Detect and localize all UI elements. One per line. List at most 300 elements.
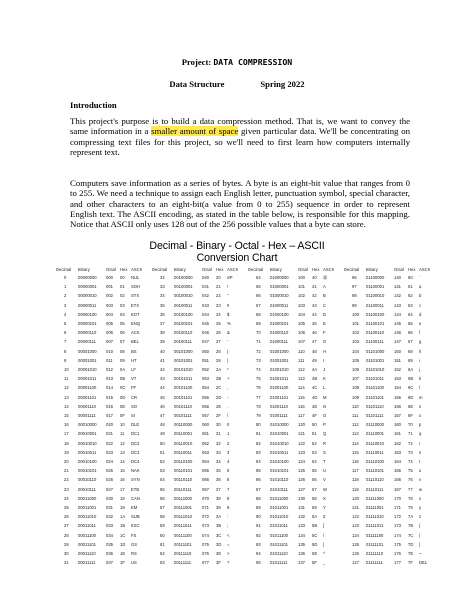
cell-hex: 79 [408, 505, 413, 510]
cell-binary: 00100110 [174, 330, 193, 336]
cell-octal: 040 [202, 275, 209, 280]
cell-ascii: v [419, 477, 422, 483]
cell-octal: 056 [202, 403, 209, 409]
cell-binary: 00110110 [174, 477, 193, 483]
cell-octal: 145 [394, 321, 401, 326]
cell-decimal: 99 [352, 302, 357, 308]
cell-ascii: ' [227, 339, 228, 345]
cell-decimal: 21 [64, 468, 69, 474]
cell-octal: 055 [202, 394, 209, 400]
cell-ascii: h [419, 348, 422, 354]
cell-binary: 01100010 [366, 293, 385, 299]
cell-hex: 7D [408, 541, 414, 547]
cell-hex: 5E [312, 551, 318, 556]
cell-ascii: T [323, 459, 326, 464]
cell-hex: 46 [312, 330, 317, 336]
cell-decimal: 95 [256, 560, 261, 566]
cell-ascii: L [323, 385, 326, 391]
cell-octal: 177 [394, 560, 401, 566]
cell-binary: 00100010 [174, 293, 193, 299]
cell-octal: 120 [298, 422, 305, 428]
cell-octal: 034 [106, 532, 113, 538]
cell-binary: 00010101 [78, 468, 97, 474]
cell-decimal: 89 [256, 505, 261, 510]
cell-ascii: SUB [131, 514, 140, 520]
cell-decimal: 113 [352, 431, 359, 437]
cell-hex: 33 [216, 449, 221, 455]
cell-binary: 00101101 [174, 394, 193, 400]
cell-binary: 00110000 [174, 422, 193, 428]
cell-binary: 00111100 [174, 532, 192, 538]
cell-octal: 012 [106, 367, 113, 372]
cell-hex: 44 [312, 311, 317, 317]
cell-binary: 01110001 [366, 431, 385, 437]
cell-hex: 53 [312, 449, 317, 455]
cell-octal: 000 [106, 275, 113, 280]
cell-hex: 4B [312, 376, 318, 382]
cell-ascii: I [323, 357, 325, 363]
column-header-binary: Binary [270, 267, 282, 272]
cell-hex: 66 [408, 330, 413, 336]
cell-hex: 67 [408, 339, 413, 345]
cell-ascii: ? [227, 560, 230, 566]
cell-binary: 01101010 [366, 367, 385, 372]
cell-decimal: 107 [352, 376, 359, 382]
cell-ascii: NAK [131, 468, 140, 474]
cell-octal: 066 [202, 477, 209, 483]
cell-hex: 51 [312, 431, 317, 437]
cell-binary: 01111101 [366, 541, 384, 547]
cell-binary: 00111000 [174, 495, 193, 501]
cell-decimal: 29 [64, 541, 69, 547]
cell-octal: 124 [298, 459, 305, 464]
cell-hex: 54 [312, 459, 317, 464]
cell-ascii: d [419, 311, 422, 317]
cell-binary: 00111011 [174, 523, 192, 529]
project-title [0, 57, 474, 67]
cell-ascii: b [419, 293, 422, 299]
cell-ascii: & [227, 330, 230, 336]
cell-binary: 01111000 [366, 495, 384, 501]
cell-ascii: 0 [227, 422, 230, 428]
cell-octal: 051 [202, 357, 209, 363]
cell-ascii: % [227, 321, 231, 326]
cell-hex: 5F [312, 560, 317, 566]
cell-hex: 77 [408, 486, 413, 492]
cell-hex: 04 [120, 311, 125, 317]
cell-binary: 00110101 [174, 468, 193, 474]
cell-octal: 135 [298, 541, 305, 547]
cell-hex: 7A [408, 514, 414, 520]
cell-binary: 01101111 [366, 413, 384, 418]
cell-octal: 027 [106, 486, 113, 492]
cell-octal: 067 [202, 486, 209, 492]
cell-ascii: j [419, 367, 420, 372]
cell-decimal: 7 [64, 339, 67, 345]
cell-octal: 011 [106, 357, 113, 363]
cell-octal: 164 [394, 459, 401, 464]
cell-binary: 00011010 [78, 514, 97, 520]
cell-hex: 50 [312, 422, 317, 428]
cell-binary: 01000100 [270, 311, 289, 317]
cell-binary: 00011100 [78, 532, 97, 538]
cell-decimal: 18 [64, 440, 69, 446]
cell-ascii: ^ [323, 551, 325, 556]
cell-hex: 5A [312, 514, 318, 520]
cell-ascii: # [227, 302, 230, 308]
cell-octal: 015 [106, 394, 113, 400]
cell-octal: 112 [298, 367, 305, 372]
cell-decimal: 120 [352, 495, 359, 501]
cell-hex: 63 [408, 302, 413, 308]
chart-title [0, 240, 474, 264]
cell-binary: 01000010 [270, 293, 289, 299]
cell-binary: 01001001 [270, 357, 289, 363]
cell-decimal: 36 [160, 311, 165, 317]
cell-decimal: 25 [64, 505, 69, 510]
cell-ascii: q [419, 431, 422, 437]
cell-decimal: 109 [352, 394, 359, 400]
cell-ascii: + [227, 376, 230, 382]
cell-decimal: 103 [352, 339, 359, 345]
cell-decimal: 65 [256, 284, 261, 290]
cell-ascii: O [323, 413, 327, 418]
cell-octal: 001 [106, 284, 113, 290]
cell-ascii: l [419, 385, 420, 391]
cell-hex: 42 [312, 293, 317, 299]
cell-binary: 00111001 [174, 505, 193, 510]
cell-octal: 123 [298, 449, 305, 455]
cell-ascii: ETX [131, 302, 140, 308]
cell-octal: 136 [298, 551, 305, 556]
cell-binary: 00011111 [78, 560, 96, 566]
cell-binary: 01001100 [270, 385, 289, 391]
cell-hex: 28 [216, 348, 221, 354]
cell-ascii: = [227, 541, 230, 547]
cell-hex: 07 [120, 339, 125, 345]
cell-ascii: a [419, 284, 422, 290]
cell-decimal: 96 [352, 275, 357, 280]
cell-binary: 00110010 [174, 440, 193, 446]
cell-decimal: 73 [256, 357, 261, 363]
cell-decimal: 61 [160, 541, 165, 547]
cell-decimal: 104 [352, 348, 359, 354]
table-header-row [56, 267, 430, 275]
cell-ascii: ENQ [131, 321, 141, 326]
cell-binary: 00110100 [174, 459, 193, 464]
cell-decimal: 4 [64, 311, 67, 317]
cell-ascii: DEL [419, 560, 428, 566]
cell-binary: 00000001 [78, 284, 97, 290]
cell-hex: 14 [120, 459, 125, 464]
cell-ascii: CAN [131, 495, 140, 501]
cell-binary: 01110111 [366, 486, 384, 492]
cell-hex: 30 [216, 422, 221, 428]
cell-hex: 21 [216, 284, 221, 290]
cell-binary: 01101001 [366, 357, 385, 363]
cell-ascii: : [227, 514, 229, 520]
cell-hex: 72 [408, 440, 413, 446]
cell-hex: 65 [408, 321, 413, 326]
cell-ascii: _ [323, 560, 326, 566]
cell-octal: 160 [394, 422, 401, 428]
cell-decimal: 30 [64, 551, 69, 556]
cell-decimal: 83 [256, 449, 261, 455]
cell-decimal: 66 [256, 293, 261, 299]
cell-decimal: 20 [64, 459, 69, 464]
cell-hex: 17 [120, 486, 125, 492]
cell-octal: 100 [298, 275, 305, 280]
cell-octal: 151 [394, 357, 401, 363]
cell-binary: 00001100 [78, 385, 97, 391]
p1-text-end: given particular data. We'll be concentrating on compressing text files for this project, so we'll need to first learn how computers internally represent text. [70, 126, 410, 157]
cell-ascii: 3 [227, 449, 230, 455]
cell-ascii: BS [131, 348, 137, 354]
cell-octal: 115 [298, 394, 305, 400]
cell-binary: 01110000 [366, 422, 385, 428]
cell-hex: 2F [216, 413, 221, 418]
cell-decimal: 13 [64, 394, 69, 400]
cell-decimal: 14 [64, 403, 69, 409]
cell-octal: 175 [394, 541, 401, 547]
cell-binary: 00100011 [174, 302, 193, 308]
cell-decimal: 77 [256, 394, 261, 400]
cell-ascii: FS [131, 532, 137, 538]
cell-octal: 147 [394, 339, 401, 345]
cell-ascii: s [419, 449, 422, 455]
cell-binary: 00100111 [174, 339, 193, 345]
cell-ascii: t [419, 459, 421, 464]
cell-octal: 024 [106, 459, 113, 464]
cell-hex: 7E [408, 551, 414, 556]
cell-hex: 3D [216, 541, 222, 547]
cell-binary: 00101011 [174, 376, 193, 382]
cell-decimal: 115 [352, 449, 359, 455]
cell-ascii: GS [131, 541, 138, 547]
cell-hex: 60 [408, 275, 413, 280]
cell-octal: 111 [298, 357, 305, 363]
cell-hex: 2B [216, 376, 222, 382]
cell-binary: 00101110 [174, 403, 193, 409]
cell-octal: 141 [394, 284, 401, 290]
cell-binary: 00100001 [174, 284, 193, 290]
cell-binary: 00110111 [174, 486, 192, 492]
cell-binary: 00101010 [174, 367, 193, 372]
cell-octal: 166 [394, 477, 401, 483]
cell-decimal: 44 [160, 385, 165, 391]
cell-hex: 3A [216, 514, 222, 520]
cell-ascii: | [419, 532, 421, 538]
cell-ascii: / [227, 413, 229, 418]
cell-decimal: 34 [160, 293, 165, 299]
cell-decimal: 10 [64, 367, 69, 372]
cell-octal: 064 [202, 459, 209, 464]
cell-decimal: 47 [160, 413, 165, 418]
cell-decimal: 121 [352, 505, 359, 510]
cell-ascii: , [227, 385, 229, 391]
cell-octal: 161 [394, 431, 401, 437]
cell-hex: 06 [120, 330, 125, 336]
cell-binary: 01011001 [270, 505, 289, 510]
cell-hex: 05 [120, 321, 125, 326]
cell-ascii: LF [131, 367, 136, 372]
cell-octal: 041 [202, 284, 209, 290]
cell-octal: 037 [106, 560, 113, 566]
column-header-hex: Hex [216, 267, 224, 272]
cell-binary: 00001110 [78, 403, 97, 409]
column-header-binary: Binary [78, 267, 90, 272]
cell-decimal: 33 [160, 284, 165, 290]
chart-title-line-1: Decimal - Binary - Octal - Hex – ASCII [149, 240, 325, 252]
cell-octal: 142 [394, 293, 401, 299]
cell-ascii: Z [323, 514, 326, 520]
cell-hex: 0A [120, 367, 126, 372]
cell-ascii: < [227, 532, 230, 538]
cell-hex: 1D [120, 541, 126, 547]
cell-ascii: SOH [131, 284, 141, 290]
cell-octal: 162 [394, 440, 401, 446]
highlighted-text: smaller amount of space [151, 126, 239, 137]
cell-ascii: ] [323, 541, 325, 547]
cell-binary: 01000001 [270, 284, 289, 290]
cell-ascii: ; [227, 523, 229, 529]
cell-octal: 127 [298, 486, 305, 492]
cell-decimal: 127 [352, 560, 359, 566]
cell-binary: 00000110 [78, 330, 97, 336]
cell-decimal: 1 [64, 284, 67, 290]
cell-binary: 00010111 [78, 486, 97, 492]
cell-binary: 00000100 [78, 311, 97, 317]
cell-hex: 69 [408, 357, 413, 363]
cell-octal: 004 [106, 311, 113, 317]
cell-ascii: r [419, 440, 421, 446]
cell-ascii: 5 [227, 468, 230, 474]
cell-decimal: 12 [64, 385, 69, 391]
cell-decimal: 38 [160, 330, 165, 336]
cell-hex: 6D [408, 394, 414, 400]
cell-binary: 00100100 [174, 311, 193, 317]
cell-ascii: DC2 [131, 440, 140, 446]
cell-decimal: 40 [160, 348, 165, 354]
cell-octal: 152 [394, 367, 401, 372]
cell-ascii: N [323, 403, 327, 409]
cell-octal: 070 [202, 495, 209, 501]
cell-ascii: S [323, 449, 326, 455]
cell-octal: 165 [394, 468, 401, 474]
column-header-decimal: Decimal [344, 267, 360, 272]
cell-binary: 00000010 [78, 293, 97, 299]
cell-hex: 12 [120, 440, 125, 446]
cell-hex: 03 [120, 302, 125, 308]
cell-binary: 01111001 [366, 505, 384, 510]
cell-binary: 00000111 [78, 339, 97, 345]
cell-ascii: g [419, 339, 422, 345]
cell-octal: 076 [202, 551, 209, 556]
cell-octal: 114 [298, 385, 305, 391]
cell-hex: 11 [120, 431, 125, 437]
cell-ascii: CR [131, 394, 138, 400]
cell-decimal: 60 [160, 532, 165, 538]
cell-decimal: 125 [352, 541, 359, 547]
cell-ascii: ! [227, 284, 229, 290]
cell-decimal: 81 [256, 431, 261, 437]
cell-octal: 030 [106, 495, 113, 501]
cell-binary: 00010100 [78, 459, 97, 464]
cell-decimal: 24 [64, 495, 69, 501]
cell-octal: 143 [394, 302, 401, 308]
cell-hex: 3C [216, 532, 222, 538]
cell-ascii: } [419, 541, 421, 547]
cell-octal: 133 [298, 523, 305, 529]
cell-decimal: 119 [352, 486, 359, 492]
cell-binary: 01000101 [270, 321, 289, 326]
cell-ascii: x [419, 495, 422, 501]
cell-ascii: BEL [131, 339, 139, 345]
cell-decimal: 75 [256, 376, 261, 382]
cell-binary: 00000011 [78, 302, 97, 308]
cell-binary: 00001111 [78, 413, 96, 418]
cell-binary: 01011011 [270, 523, 289, 529]
cell-ascii: o [419, 413, 422, 418]
cell-decimal: 88 [256, 495, 261, 501]
cell-octal: 140 [394, 275, 401, 280]
cell-decimal: 90 [256, 514, 261, 520]
cell-decimal: 91 [256, 523, 261, 529]
cell-binary: 01000110 [270, 330, 289, 336]
cell-decimal: 92 [256, 532, 261, 538]
cell-octal: 003 [106, 302, 113, 308]
cell-octal: 137 [298, 560, 305, 566]
column-header-decimal: Decimal [56, 267, 72, 272]
cell-hex: 48 [312, 348, 317, 354]
cell-octal: 054 [202, 385, 209, 391]
cell-octal: 045 [202, 321, 209, 326]
cell-binary: 00010010 [78, 440, 97, 446]
cell-hex: 6F [408, 413, 413, 418]
cell-octal: 130 [298, 495, 305, 501]
column-header-ascii: ASCII [419, 267, 430, 272]
p1-text-start: This project's purpose is to build a data compression method. That is, we want to convey the same information in a [70, 116, 410, 137]
cell-decimal: 80 [256, 422, 261, 428]
cell-binary: 00111101 [174, 541, 192, 547]
cell-hex: 41 [312, 284, 317, 290]
cell-octal: 002 [106, 293, 113, 299]
cell-hex: 13 [120, 449, 125, 455]
cell-decimal: 16 [64, 422, 69, 428]
cell-ascii: . [227, 403, 229, 409]
cell-binary: 01000011 [270, 302, 289, 308]
cell-decimal: 105 [352, 357, 359, 363]
column-header-ascii: ASCII [323, 267, 334, 272]
cell-octal: 121 [298, 431, 305, 437]
cell-binary: 01010101 [270, 468, 289, 474]
cell-ascii: Q [323, 431, 327, 437]
cell-octal: 074 [202, 532, 209, 538]
cell-decimal: 100 [352, 311, 359, 317]
cell-ascii: STX [131, 293, 140, 299]
cell-binary: 00011101 [78, 541, 97, 547]
cell-hex: 2A [216, 367, 222, 372]
cell-binary: 01111111 [366, 560, 383, 566]
cell-octal: 176 [394, 551, 401, 556]
cell-binary: 00111111 [174, 560, 192, 566]
cell-decimal: 123 [352, 523, 359, 529]
cell-hex: 38 [216, 495, 221, 501]
cell-decimal: 94 [256, 551, 261, 556]
cell-hex: 4F [312, 413, 317, 418]
cell-ascii: $ [227, 311, 230, 317]
cell-octal: 047 [202, 339, 209, 345]
